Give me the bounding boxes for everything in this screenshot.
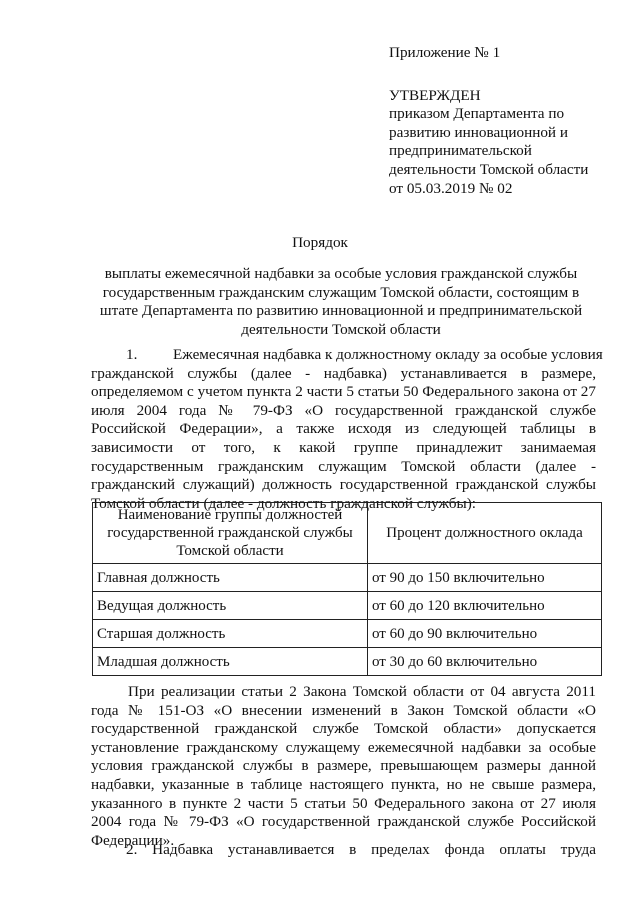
table-cell-percent: от 60 до 120 включительно [368, 592, 602, 620]
table-row [93, 592, 602, 620]
paragraph-line: Федерации». [91, 831, 175, 849]
order-line: деятельности Томской области [389, 160, 589, 178]
order-line: приказом Департамента по [389, 105, 565, 123]
subtitle-line: государственным гражданским служащим Томской области, состоящим в [102, 283, 580, 301]
paragraph-line: При реализации статьи 2 Закона Томской области от 04 августа 2011 [128, 683, 596, 700]
order-line: развитию инновационной и [389, 123, 568, 141]
paragraph-number: 1. [126, 346, 138, 363]
order-date-number: от 05.03.2019 № 02 [389, 179, 513, 197]
paragraph-line: гражданский служащий) должность государственной гражданской службы [91, 476, 596, 494]
paragraph-first-line-text: Ежемесячная надбавка к должностному окладу за особые условия [173, 346, 603, 363]
table-cell-percent: от 30 до 60 включительно [368, 648, 602, 676]
paragraph-line: Томской области (далее - должность гражданской службы): [91, 494, 476, 512]
table-cell-percent: от 60 до 90 включительно [368, 620, 602, 648]
table-cell-group: Младшая должность [93, 648, 368, 676]
approval-block [389, 44, 621, 198]
table-cell-group: Главная должность [93, 564, 368, 592]
order-line: предпринимательской [389, 142, 532, 160]
paragraph-line: государственной гражданской службе Томской области» допускается [91, 720, 596, 738]
table-header-row [93, 503, 602, 564]
allowance-table [92, 502, 602, 676]
paragraph-line: 2004 года № 79-ФЗ «О государственной гражданской службе Российской [91, 813, 596, 831]
table-row [93, 648, 602, 676]
appendix-label: Приложение № 1 [389, 44, 501, 61]
subtitle-line: выплаты ежемесячной надбавки за особые условия гражданской службы [104, 265, 578, 282]
paragraph-2 [91, 683, 596, 850]
paragraph-line [91, 346, 603, 365]
paragraph-line: 2. Надбавка устанавливается в пределах фонда оплаты труда [126, 841, 596, 858]
paragraph-line: Российской Федерации», а также исходя из следующей таблицы в [91, 420, 596, 438]
table-row [93, 620, 602, 648]
table-header-group: Наименование группы должностей государственной гражданской службы Томской области [93, 503, 368, 564]
paragraph-line: июля 2004 года № 79-ФЗ «О государственной гражданской службе [91, 401, 596, 419]
table-cell-percent: от 90 до 150 включительно [368, 564, 602, 592]
paragraph-1 [91, 346, 603, 513]
document-subtitle [86, 265, 596, 339]
paragraph-line: надбавки, указанные в таблице настоящего пункта, но не свыше размера, [91, 775, 596, 793]
approved-label: УТВЕРЖДЕН [389, 86, 481, 104]
paragraph-line: государственным гражданским служащим Томской области (далее - [91, 457, 596, 475]
paragraph-line: гражданской службы (далее - надбавка) устанавливается в размере, [91, 364, 596, 382]
table-header-percent: Процент должностного оклада [368, 503, 602, 564]
table-row [93, 564, 602, 592]
table-cell-group: Ведущая должность [93, 592, 368, 620]
paragraph-line: указанного в пункте 2 части 5 статьи 50 Федерального закона от 27 июля [91, 794, 596, 812]
subtitle-line: деятельности Томской области [241, 320, 441, 338]
subtitle-line: штате Департамента по развитию инновационной и предпринимательской [99, 302, 583, 320]
paragraph-line: установление гражданскому служащему ежемесячной надбавки за особые [91, 738, 596, 756]
paragraph-line: условия гражданской службы в размере, превышающем размеры данной [91, 757, 596, 775]
paragraph-line: года № 151-ОЗ «О внесении изменений в Закон Томской области «О [91, 701, 596, 719]
paragraph-3 [91, 841, 596, 860]
document-title: Порядок [292, 234, 348, 251]
paragraph-line: зависимости от того, к какой группе принадлежит занимаемая [91, 438, 596, 456]
paragraph-line: определяемом с учетом пункта 2 части 5 статьи 50 Федерального закона от 27 [91, 383, 596, 401]
table-cell-group: Старшая должность [93, 620, 368, 648]
